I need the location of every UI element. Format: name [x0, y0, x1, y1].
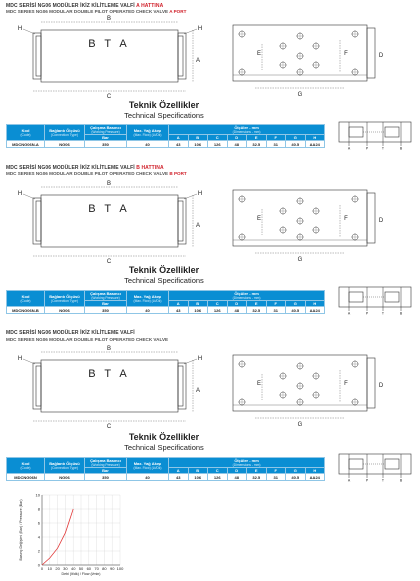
section-subtitle-main: MDC SERIES NG06 MODULAR DOUBLE PILOT OPERATED CHECK VALVE: [6, 9, 170, 14]
dim-label-c: C: [106, 259, 112, 265]
body-label: B T A: [88, 38, 130, 50]
left-nut: [36, 366, 41, 406]
dim-h: H: [305, 468, 325, 474]
valve-drawing: [18, 346, 384, 430]
dim-g: G: [286, 468, 306, 474]
x-tick-label: 70: [94, 566, 99, 571]
dim-label-g: G: [297, 92, 303, 98]
cell-c: 126: [208, 307, 228, 314]
dim-d: D: [227, 468, 247, 474]
cell-code: MDCNG06N-A: [7, 141, 45, 148]
dim-label-a: A: [195, 388, 201, 394]
col-kod: Kod (Code): [7, 291, 45, 307]
leader-h-right: [184, 29, 197, 34]
dim-f: F: [266, 468, 286, 474]
col-baglanti: Bağlantı Ölçüsü (Connection Type): [45, 458, 85, 474]
dim-label-f: F: [344, 51, 348, 57]
x-tick-label: 90: [109, 566, 115, 571]
valve-drawing: [18, 181, 384, 265]
section-subtitle-accent: A PORT: [169, 9, 187, 14]
cell-b: 106: [188, 474, 208, 481]
dim-label-f: F: [344, 216, 348, 222]
dim-label-d: D: [378, 53, 384, 59]
x-tick-label: 100: [116, 566, 124, 571]
x-tick-label: 0: [40, 566, 44, 571]
port-label: T: [381, 478, 385, 482]
cell-f: 31: [266, 474, 286, 481]
dim-g: G: [286, 301, 306, 307]
dim-label-e: E: [256, 216, 262, 222]
cell-flow: 40: [127, 141, 169, 148]
dim-e: E: [247, 468, 267, 474]
section-subtitle-main: MDC SERIES NG06 MODULAR DOUBLE PILOT OPERATED CHECK VALVE: [6, 337, 169, 342]
check-valve-b: [385, 459, 399, 469]
col-akis: Max. Yağ Akışı (Max. Flow) (Lt/Dk): [127, 291, 169, 307]
dim-label-a: A: [195, 223, 201, 229]
leader-h-left: [23, 29, 35, 34]
col-kod: Kod (Code): [7, 458, 45, 474]
port-label: P: [365, 478, 369, 482]
y-tick-label: 6: [37, 520, 40, 526]
check-valve-a: [349, 459, 363, 469]
dim-c: C: [208, 301, 228, 307]
col-olculer: Ölçüler - mm (Dimensions - mm): [169, 458, 325, 468]
dim-e: E: [247, 301, 267, 307]
dim-label-f: F: [344, 381, 348, 387]
port-label: B: [399, 146, 403, 150]
col-basinc: Çalışma Basıncı (Working Pressure): [85, 458, 127, 468]
dim-d: D: [227, 135, 247, 141]
dim-label-e: E: [256, 51, 262, 57]
x-tick-label: 20: [55, 566, 60, 571]
port-label: A: [347, 311, 351, 315]
port-label: P: [365, 146, 369, 150]
cell-c: 126: [208, 474, 228, 481]
dim-h: H: [305, 135, 325, 141]
col-akis: Max. Yağ Akışı (Max. Flow) (Lt/Dk): [127, 125, 169, 141]
spec-table-b: [6, 290, 325, 314]
right-nut: [178, 201, 183, 241]
section-subtitle-main: MDC SERIES NG06 MODULAR DOUBLE PILOT OPERATED CHECK VALVE: [6, 171, 170, 176]
cell-e: 32.5: [247, 141, 267, 148]
port-label: B: [399, 478, 403, 482]
x-tick-label: 30: [63, 566, 68, 571]
dim-label-b: B: [106, 181, 112, 187]
left-cap: [33, 363, 41, 409]
dim-b: B: [188, 135, 208, 141]
section-title-main: MDC SERİSİ NG06 MODÜLER İKİZ KİLİTLEME VALFİ: [6, 165, 137, 171]
dim-a: A: [169, 468, 189, 474]
check-valve-a: [349, 292, 363, 302]
dim-label-d: D: [378, 218, 384, 224]
y-tick-label: 4: [37, 534, 40, 540]
leader-h-left: [23, 194, 35, 199]
dim-d: D: [227, 301, 247, 307]
cell-connection: NG06: [45, 474, 85, 481]
leader-h-left: [23, 359, 35, 364]
table-header-row: [7, 458, 325, 468]
dim-label-g: G: [297, 422, 303, 428]
port-label: A: [347, 146, 351, 150]
dim-b: B: [188, 301, 208, 307]
specs-subtitle: Technical Specifications: [124, 276, 204, 285]
specs-subtitle: Technical Specifications: [124, 443, 204, 452]
col-akis: Max. Yağ Akışı (Max. Flow) (Lt/Dk): [127, 458, 169, 474]
dim-g: G: [286, 135, 306, 141]
section-title-main: MDC SERİSİ NG06 MODÜLER İKİZ KİLİTLEME VALFİ: [6, 330, 135, 336]
col-basinc-unit: Bar: [85, 301, 127, 307]
cell-b: 106: [188, 141, 208, 148]
cell-pressure: 350: [85, 474, 127, 481]
dim-label-g: G: [297, 257, 303, 263]
left-cap: [33, 198, 41, 244]
check-valve-b: [385, 292, 399, 302]
dim-label-h-left: H: [17, 356, 23, 362]
col-basinc-unit: Bar: [85, 135, 127, 141]
cell-h: AA24: [305, 141, 325, 148]
x-axis-label: Debi (lt/dk) / Flow (l/min): [61, 572, 101, 576]
cell-connection: NG06: [45, 307, 85, 314]
port-label: T: [381, 146, 385, 150]
cell-g: 40.5: [286, 307, 306, 314]
specs-title: Teknik Özellikler: [128, 265, 200, 275]
dim-label-b: B: [106, 346, 112, 352]
cell-d: 48: [227, 307, 247, 314]
spec-table-a: [6, 124, 325, 148]
right-nut: [178, 36, 183, 76]
cell-code: MDCNG06N: [7, 474, 45, 481]
y-tick-label: 8: [37, 506, 40, 512]
dim-label-h-right: H: [197, 26, 203, 32]
dim-h: H: [305, 301, 325, 307]
dim-label-h-left: H: [17, 26, 23, 32]
cell-f: 31: [266, 141, 286, 148]
cell-d: 48: [227, 141, 247, 148]
col-baglanti: Bağlantı Ölçüsü (Connection Type): [45, 125, 85, 141]
cell-e: 32.5: [247, 474, 267, 481]
hydraulic-schematic-a: [335, 120, 415, 150]
specs-subtitle: Technical Specifications: [124, 111, 204, 120]
cell-pressure: 350: [85, 141, 127, 148]
leader-h-right: [184, 194, 197, 199]
cell-code: MDCNG06N-B: [7, 307, 45, 314]
cell-a: 43: [169, 307, 189, 314]
cell-h: AA24: [305, 474, 325, 481]
col-kod: Kod (Code): [7, 125, 45, 141]
cell-flow: 40: [127, 307, 169, 314]
dim-b: B: [188, 468, 208, 474]
port-label: A: [347, 478, 351, 482]
dim-e: E: [247, 135, 267, 141]
valve-drawing: [18, 16, 384, 100]
port-label: P: [365, 311, 369, 315]
table-row: [7, 307, 325, 314]
cell-f: 31: [266, 307, 286, 314]
dim-label-a: A: [195, 58, 201, 64]
right-cap: [178, 33, 186, 79]
col-basinc-unit: Bar: [85, 468, 127, 474]
col-olculer: Ölçüler - mm (Dimensions - mm): [169, 125, 325, 135]
col-baglanti: Bağlantı Ölçüsü (Connection Type): [45, 291, 85, 307]
left-cap: [33, 33, 41, 79]
dim-f: F: [266, 301, 286, 307]
pressure-flow-chart: [14, 487, 129, 577]
hydraulic-schematic-both: [335, 452, 415, 482]
dim-label-h-right: H: [197, 191, 203, 197]
dim-c: C: [208, 468, 228, 474]
section-title-accent: B HATTINA: [136, 165, 164, 171]
y-tick-label: 2: [37, 548, 40, 554]
cell-g: 40.5: [286, 474, 306, 481]
col-olculer: Ölçüler - mm (Dimensions - mm): [169, 291, 325, 301]
dim-a: A: [169, 135, 189, 141]
x-tick-label: 60: [86, 566, 92, 571]
port-label: B: [399, 311, 403, 315]
check-valve-b: [385, 127, 399, 137]
face-side: [367, 193, 375, 243]
face-side: [367, 28, 375, 78]
dim-a: A: [169, 301, 189, 307]
left-nut: [36, 201, 41, 241]
cell-b: 106: [188, 307, 208, 314]
right-cap: [178, 198, 186, 244]
cell-connection: NG06: [45, 141, 85, 148]
dim-label-b: B: [106, 16, 112, 22]
dim-f: F: [266, 135, 286, 141]
cell-c: 126: [208, 141, 228, 148]
section-title-main: MDC SERİSİ NG06 MODÜLER İKİZ KİLİTLEME VALFİ: [6, 3, 137, 9]
cell-flow: 40: [127, 474, 169, 481]
body-label: B T A: [88, 368, 130, 380]
x-tick-label: 80: [102, 566, 107, 571]
y-axis-label: Basınç Değişimi (Bar) / Pressure (Bar): [19, 499, 23, 561]
face-side: [367, 358, 375, 408]
right-cap: [178, 363, 186, 409]
cell-a: 43: [169, 141, 189, 148]
x-tick-label: 50: [78, 566, 84, 571]
y-tick-label: 10: [35, 492, 40, 498]
right-nut: [178, 366, 183, 406]
dim-c: C: [208, 135, 228, 141]
dim-label-h-right: H: [197, 356, 203, 362]
section-title-accent: A HATTINA: [136, 3, 164, 9]
table-row: [7, 474, 325, 481]
cell-h: AA24: [305, 307, 325, 314]
specs-title: Teknik Özellikler: [128, 432, 200, 442]
leader-h-right: [184, 359, 197, 364]
port-label: T: [381, 311, 385, 315]
body-label: B T A: [88, 203, 130, 215]
col-basinc: Çalışma Basıncı (Working Pressure): [85, 125, 127, 135]
check-valve-a: [349, 127, 363, 137]
hydraulic-schematic-b: [335, 285, 415, 315]
cell-d: 48: [227, 474, 247, 481]
dim-label-h-left: H: [17, 191, 23, 197]
table-header-row: [7, 291, 325, 301]
cell-g: 40.5: [286, 141, 306, 148]
table-header-row: [7, 125, 325, 135]
dim-label-d: D: [378, 383, 384, 389]
y-tick-label: 0: [37, 562, 40, 568]
table-row: [7, 141, 325, 148]
col-basinc: Çalışma Basıncı (Working Pressure): [85, 291, 127, 301]
cell-e: 32.5: [247, 307, 267, 314]
left-nut: [36, 36, 41, 76]
x-tick-label: 40: [70, 566, 76, 571]
specs-title: Teknik Özellikler: [128, 100, 200, 110]
dim-label-c: C: [106, 424, 112, 430]
dim-label-e: E: [256, 381, 262, 387]
cell-a: 43: [169, 474, 189, 481]
dim-label-c: C: [106, 94, 112, 100]
x-tick-label: 10: [47, 566, 53, 571]
cell-pressure: 350: [85, 307, 127, 314]
section-subtitle-accent: B PORT: [169, 171, 187, 176]
spec-table-both: [6, 457, 325, 481]
